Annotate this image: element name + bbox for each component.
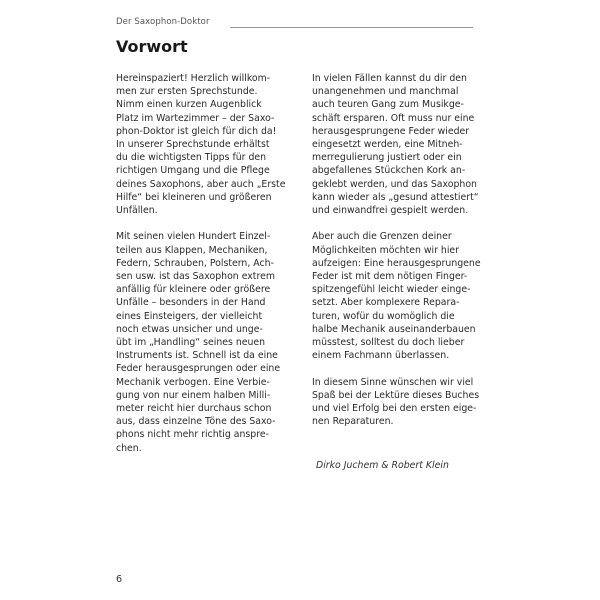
header-rule bbox=[230, 27, 473, 28]
page-number: 6 bbox=[116, 574, 123, 585]
page-title: Vorwort bbox=[116, 37, 188, 56]
left-column bbox=[116, 72, 296, 455]
running-header: Der Saxophon-Doktor bbox=[116, 17, 210, 27]
author-signature: Dirko Juchem & Robert Klein bbox=[316, 460, 449, 471]
paragraph: In diesem Sinne wünschen wir viel Spaß bei der Lektüre dieses Buches und viel Erfolg bei den ersten eige- nen Reparaturen. bbox=[312, 376, 480, 428]
paragraph: Mit seinen vielen Hundert Einzel- teilen aus Klappen, Mechaniken, Federn, Schrauben, Polstern, Ach- sen usw. ist das Saxophon extrem anfällig für kleinere oder größere Unfälle – besonders in der Hand eines Einsteigers, der vielleicht noch etwas unsicher und unge- übt im „Handling“ seines neuen Instruments ist. Schnell ist da eine Feder herausgesprungen oder eine Mechanik verbogen. Eine Verbie- gung von nur einem halben Milli- meter reicht hier durchaus schon aus, dass einzelne Töne des Saxo- phons nicht mehr richtig anspre- chen. bbox=[116, 231, 281, 454]
paragraph: In vielen Fällen kannst du dir den unangenehmen und manchmal auch teuren Gang zum Musikge- schäft ersparen. Oft muss nur eine herausgesprungene Feder wieder eingesetzt werden, eine Mitneh- merregulierung justiert oder ein abgefallenes Stückchen Kork an- geklebt werden, und das Saxophon kann wieder als „gesund attestiert“ und einwandfrei gespielt werden. bbox=[312, 73, 479, 217]
right-column bbox=[312, 72, 492, 428]
paragraph: Hereinspaziert! Herzlich willkom- men zur ersten Sprechstunde. Nimm einen kurzen Augenblick Platz im Wartezimmer – der Saxo- phon-Doktor ist gleich für dich da! In unserer Sprechstunde erhältst du die wichtigsten Tipps für den richtigen Umgang und die Pflege deines Saxophons, aber auch „Erste Hilfe“ bei kleineren und größeren Unfällen. bbox=[116, 73, 286, 217]
paragraph: Aber auch die Grenzen deiner Möglichkeiten möchten wir hier aufzeigen: Eine herausgesprungene Feder ist mit dem nötigen Finger- spitzengefühl leicht wieder einge- setzt. Aber komplexere Repara- turen, wofür du womöglich die halbe Mechanik auseinanderbauen müsstest, solltest du doch lieber einem Fachmann überlassen. bbox=[312, 231, 481, 362]
